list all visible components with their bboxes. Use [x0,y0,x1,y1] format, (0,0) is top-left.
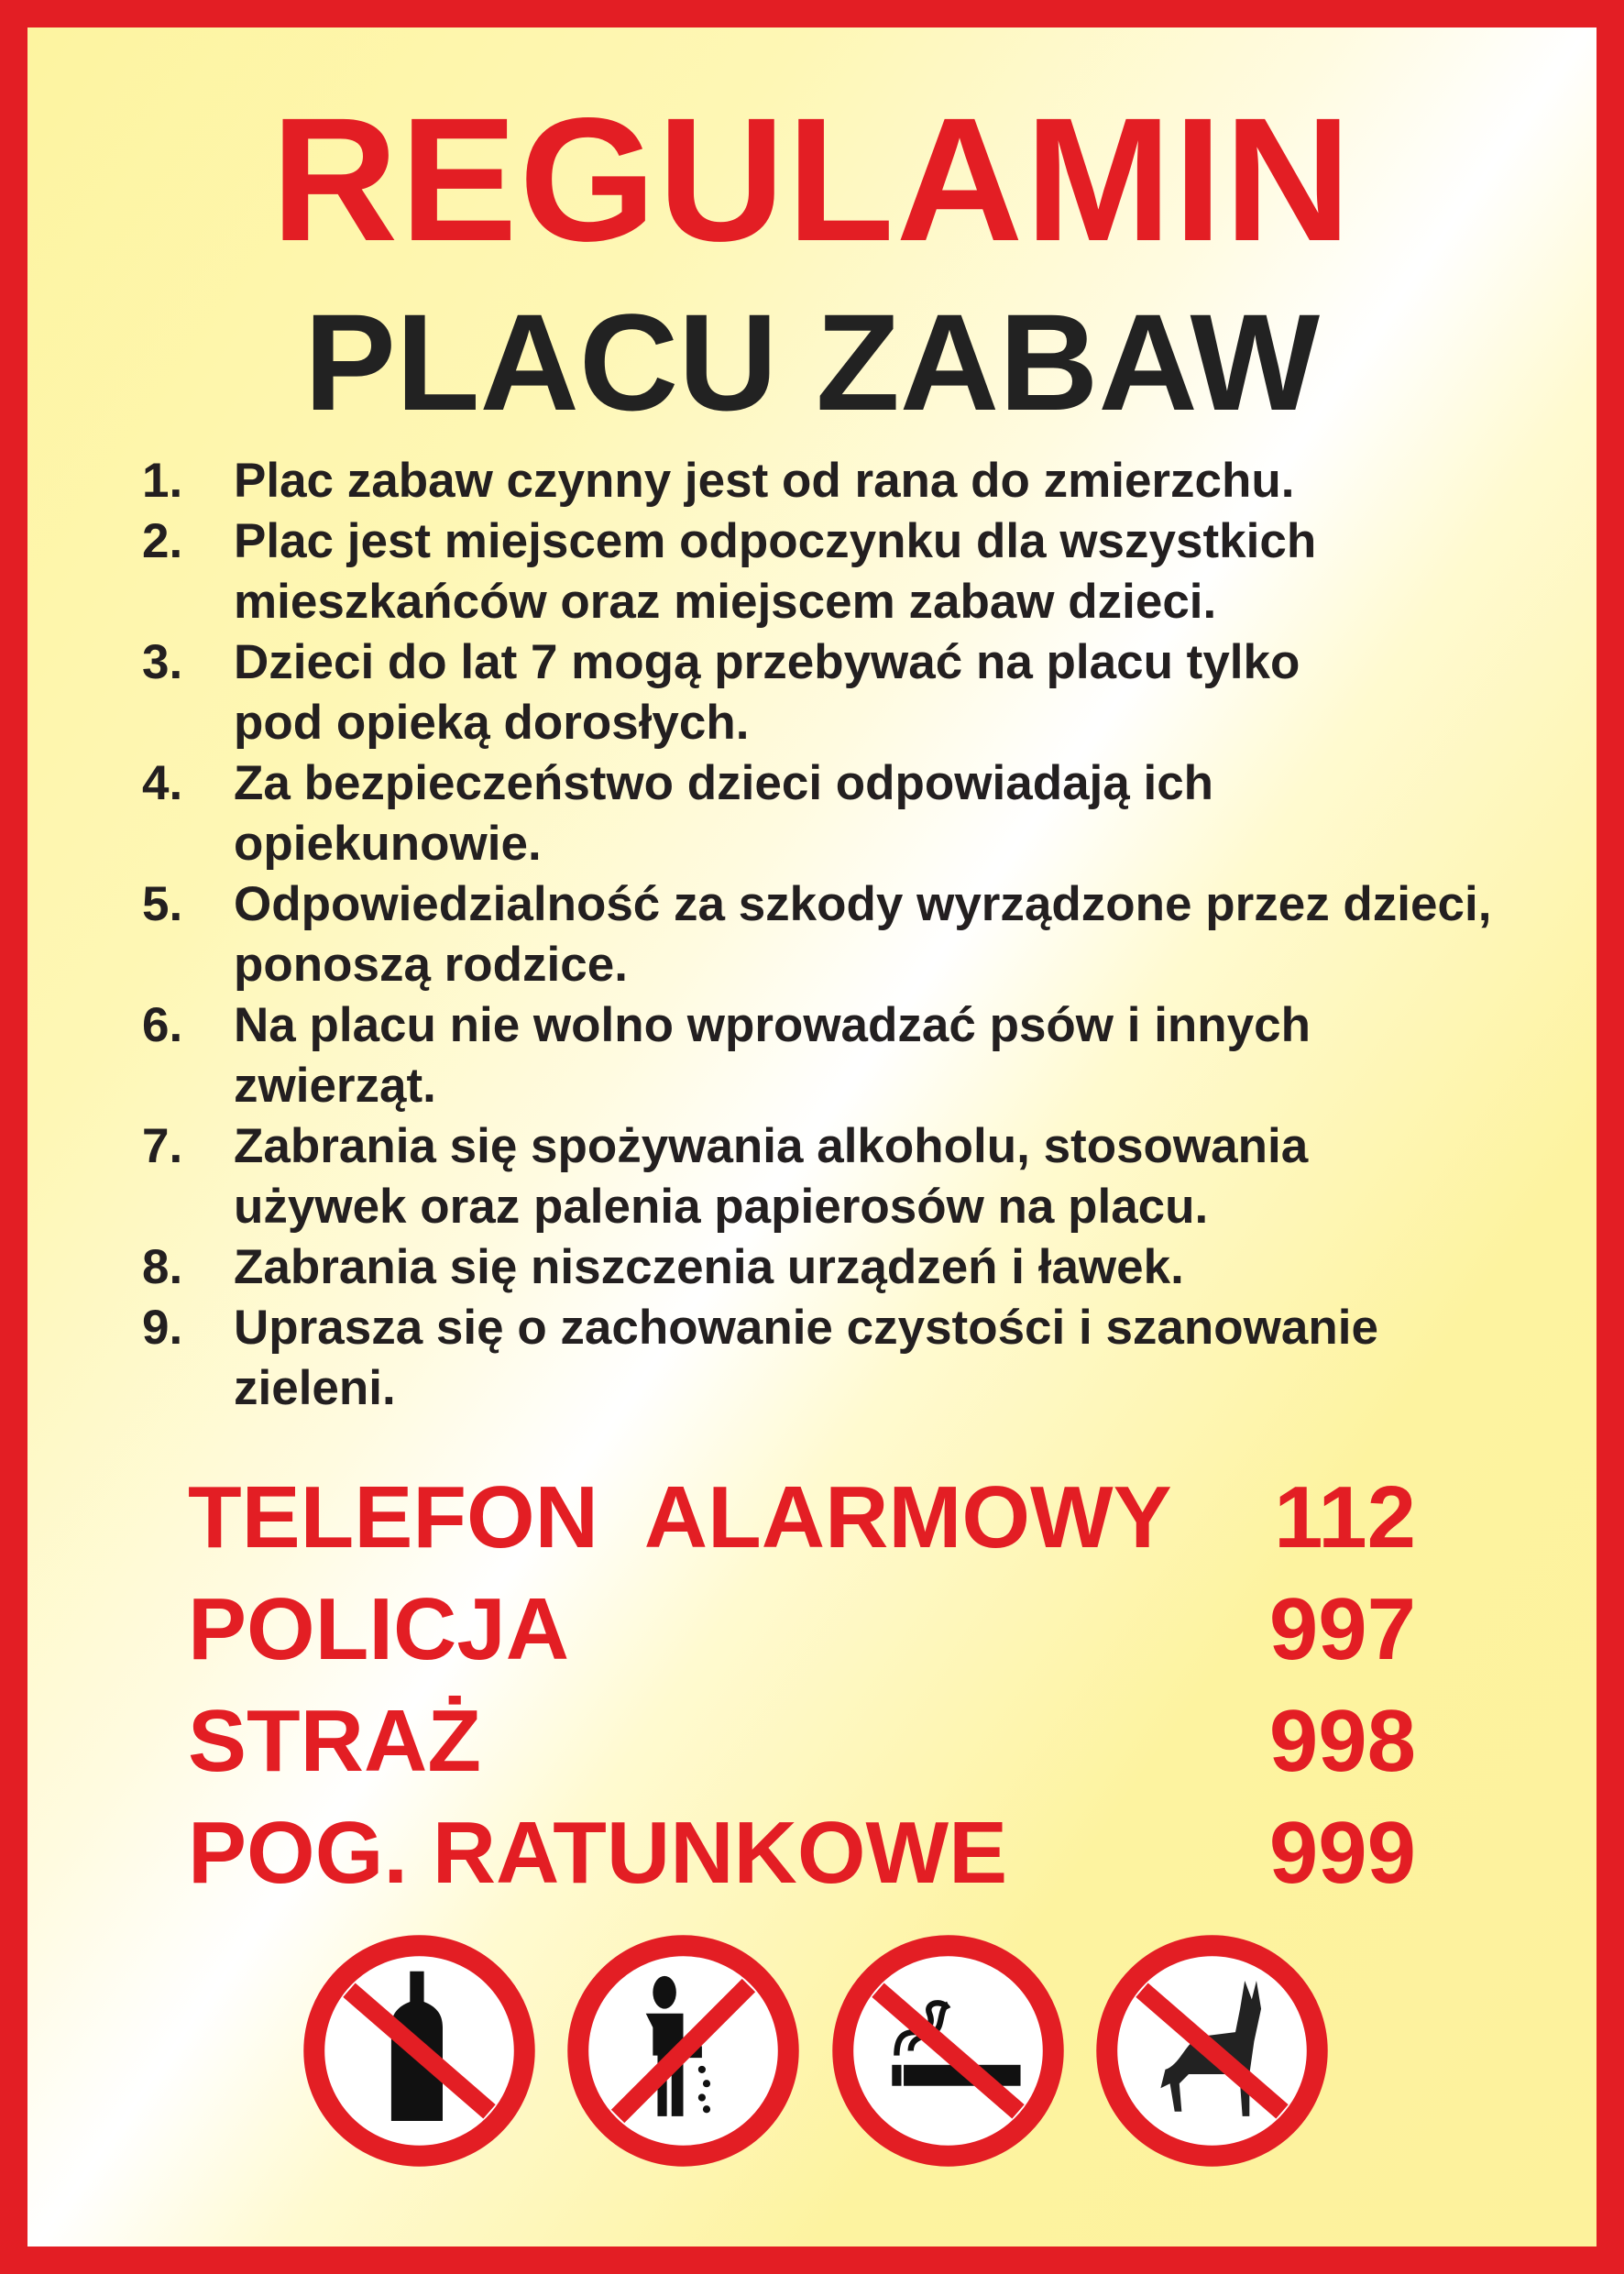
prohibition-icons [302,1934,1329,2172]
rule-number: 2. [142,514,183,568]
rule-item [142,874,1517,995]
no-dogs-icon [1095,1934,1329,2168]
phone-number: 112 [1274,1468,1416,1566]
rule-item [142,995,1517,1116]
phone-number: 997 [1268,1580,1416,1678]
phone-row [188,1574,1416,1686]
sign-subtitle: PLACU ZABAW [303,285,1321,439]
rule-item [142,511,1517,632]
rule-item [142,632,1517,753]
phone-row [188,1797,1416,1909]
rule-item [142,1298,1517,1419]
rule-number: 5. [142,877,183,931]
sign-title: REGULAMIN [270,81,1354,278]
phone-number: 998 [1268,1692,1416,1790]
rule-item [142,451,1517,511]
rule-text: Dzieci do lat 7 mogą przebywać na placu tylko pod opieką dorosłych. [234,635,1300,750]
phone-number: 999 [1268,1804,1416,1902]
emergency-numbers [188,1462,1416,1909]
rule-text: Na placu nie wolno wprowadzać psów i innych zwierząt. [234,998,1311,1113]
rule-text: Uprasza się o zachowanie czystości i szanowanie zieleni. [234,1301,1378,1415]
rule-text: Zabrania się spożywania alkoholu, stosowania używek oraz palenia papierosów na placu. [234,1119,1309,1234]
rule-text: Plac jest miejscem odpoczynku dla wszystkich mieszkańców oraz miejscem zabaw dzieci. [234,514,1317,629]
rule-text: Odpowiedzialność za szkody wyrządzone przez dzieci, ponoszą rodzice. [234,877,1492,992]
rule-item [142,753,1517,874]
phone-row [188,1686,1416,1797]
phone-label: POLICJA [188,1580,570,1678]
rule-text: Plac zabaw czynny jest od rana do zmierzchu. [234,454,1295,508]
phone-label: POG. RATUNKOWE [188,1804,1008,1902]
rule-item [142,1116,1517,1237]
rule-number: 4. [142,756,183,810]
no-smoking-icon [831,1934,1065,2168]
phone-row [188,1462,1416,1574]
rule-text: Za bezpieczeństwo dzieci odpowiadają ich opiekunowie. [234,756,1214,871]
rule-number: 6. [142,998,183,1052]
phone-label: TELEFON ALARMOWY [188,1468,1172,1566]
rule-text: Zabrania się niszczenia urządzeń i ławek. [234,1240,1184,1294]
no-littering-icon [566,1934,800,2168]
no-alcohol-icon [302,1934,536,2168]
rule-number: 1. [142,454,183,508]
rules-list [142,451,1517,1419]
rule-number: 9. [142,1301,183,1355]
rule-item [142,1237,1517,1298]
rule-number: 8. [142,1240,183,1294]
rule-number: 3. [142,635,183,689]
rule-number: 7. [142,1119,183,1173]
phone-label: STRAŻ [188,1692,481,1790]
